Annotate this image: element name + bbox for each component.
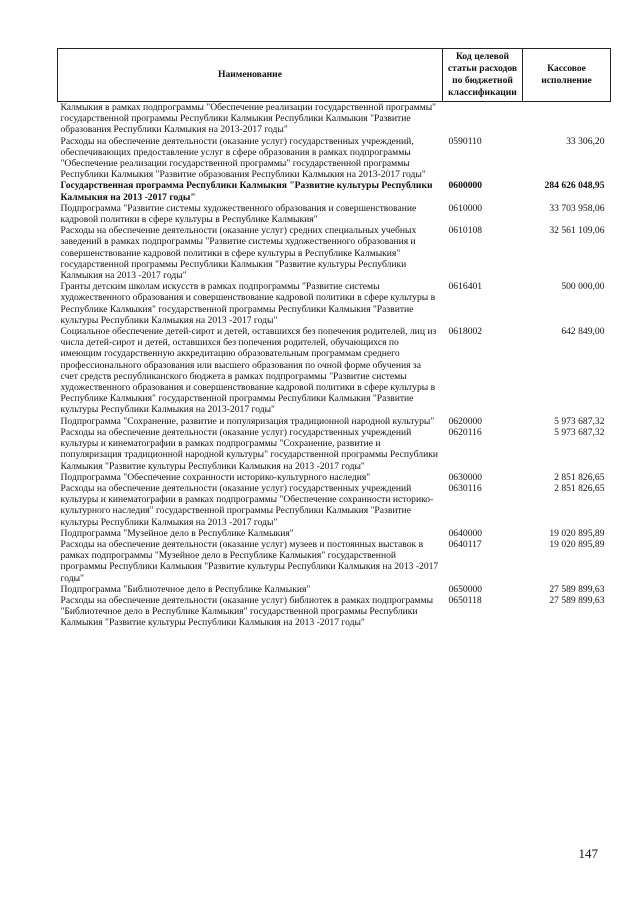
cell-code: 0618002 — [448, 326, 483, 338]
cell-amount: 2 851 826,65 — [554, 471, 605, 483]
table-row — [58, 102, 611, 136]
page-number: 147 — [578, 846, 598, 861]
cell-code: 0650000 — [448, 583, 483, 595]
table-row — [58, 180, 611, 202]
cell-amount: 284 626 048,95 — [544, 180, 605, 192]
cell-amount: 2 851 826,65 — [554, 482, 605, 494]
cell-code: 0600000 — [448, 180, 483, 192]
cell-code: 0620000 — [448, 415, 483, 427]
cell-code: 0616401 — [448, 281, 483, 293]
cell-name: Подпрограмма "Обеспечение сохранности историко-культурного наследия" — [60, 471, 371, 483]
cell-code: 0630116 — [448, 482, 482, 494]
cell-name: Расходы на обеспечение деятельности (оказание услуг) государственных учреждений культуры и кинематографии в рамках подпрограммы "Обеспечение сохранности историко-культурного наследия" государственной программы Республики Калмыкия "Развитие культуры Республики Калмыкия на 2013 -2017 годы" — [60, 482, 434, 528]
cell-code: 0590110 — [448, 135, 482, 147]
cell-code — [443, 102, 523, 136]
cell-name: Подпрограмма "Библиотечное дело в Республике Калмыкия" — [60, 583, 311, 595]
table-row — [58, 584, 611, 595]
table-row — [58, 539, 611, 584]
cell-code: 0620116 — [448, 426, 482, 438]
cell-name: Расходы на обеспечение деятельности (оказание услуг) государственных учреждений культуры и кинематографии в рамках подпрограммы "Сохранение, развитие и популяризация традиционной народной культуры" государственной программы Республики Калмыкия "Развитие культуры Республики Калмыкия на 2013 -2017 годы" — [60, 426, 439, 472]
table-row — [58, 326, 611, 416]
table-row — [58, 427, 611, 472]
table-row — [58, 595, 611, 629]
column-header-code: Код целевой статьи расходов по бюджетной классификации — [443, 49, 523, 102]
cell-amount: 32 561 109,06 — [549, 225, 605, 237]
table-row — [58, 416, 611, 427]
cell-name: Расходы на обеспечение деятельности (оказание услуг) библиотек в рамках подпрограммы "Библиотечное дело в Республике Калмыкия" государственной программы Республики Калмыкия "Развитие культуры Республики Калмыкия на 2013 -2017 годы" — [60, 594, 434, 629]
cell-amount: 5 973 687,32 — [554, 415, 605, 427]
cell-code: 0640000 — [448, 527, 483, 539]
table-header — [58, 49, 611, 102]
cell-amount — [523, 102, 611, 136]
table-row — [58, 203, 611, 225]
cell-code: 0610108 — [448, 225, 483, 237]
header-row — [58, 49, 611, 102]
cell-name: Калмыкия в рамках подпрограммы "Обеспечение реализации государственной программы" государственной программы Республики Калмыкия Республики Калмыкия "Развитие образования Республики Калмыкия на 2013-2017 годы" — [60, 102, 437, 136]
budget-table — [57, 48, 611, 629]
cell-name: Расходы на обеспечение деятельности (оказание услуг) музеев и постоянных выставок в рамках подпрограммы "Музейное дело в Республике Калмыкия" государственной программы Республики Калмыкия "Развитие культуры Республики Калмыкия на 2013 -2017 годы" — [60, 538, 439, 584]
cell-amount: 500 000,00 — [561, 281, 605, 293]
cell-name: Расходы на обеспечение деятельности (оказание услуг) средних специальных учебных заведений в рамках подпрограммы "Развитие системы художественного образования и совершенствование кадровой политики в сфере культуры в Республике Калмыкия" государственной программы Республики Калмыкия "Развитие культуры Республики Калмыкия на 2013 -2017 годы" — [60, 225, 417, 282]
cell-amount: 27 589 899,63 — [549, 583, 605, 595]
cell-code: 0630000 — [448, 471, 483, 483]
cell-name: Расходы на обеспечение деятельности (оказание услуг) государственных учреждений, обеспечивающих предоставление услуг в сфере образования в рамках подпрограммы "Обеспечение реализации государственной программы" государственной программы Республики Калмыкия "Развитие образования Республики Калмыкия на 2013-2017 годы" — [60, 135, 426, 181]
cell-name: Подпрограмма "Сохранение, развитие и популяризация традиционной народной культуры" — [60, 415, 435, 427]
cell-name: Гранты детским школам искусств в рамках подпрограммы "Развитие системы художественного образования и совершенствование кадровой политики в сфере культуры в Республике Калмыкия" государственной программы Республики Калмыкия "Развитие культуры Республики Калмыкия на 2013 -2017 годы" — [60, 281, 436, 326]
cell-amount: 27 589 899,63 — [549, 594, 605, 606]
cell-amount: 5 973 687,32 — [554, 426, 605, 438]
cell-code: 0640117 — [448, 538, 482, 550]
table-row — [58, 136, 611, 181]
cell-name: Подпрограмма "Музейное дело в Республике Калмыкия" — [60, 527, 294, 539]
cell-name: Государственная программа Республики Калмыкия "Развитие культуры Республики Калмыкия на 2013 -2017 годы" — [60, 180, 433, 203]
cell-amount: 33 703 958,06 — [549, 202, 605, 214]
cell-code: 0650118 — [448, 594, 482, 606]
cell-amount: 19 020 895,89 — [549, 538, 605, 550]
cell-name: Социальное обеспечение детей-сирот и детей, оставшихся без попечения родителей, лиц из числа детей-сирот и детей, оставшихся без попечения родителей, обучающихся по имеющим государственную аккредитацию образовательным программам среднего профессионального образования или высшего образования по очной форме обучения за счет средств республиканского бюджета в рамках подпрограммы "Развитие системы художественного образования и совершенствование кадровой политики в сфере культуры в Республике Калмыкия" государственной программы Республики Калмыкия "Развитие культуры Республики Калмыкия на 2013-2017 годы" — [60, 326, 437, 416]
cell-name: Подпрограмма "Развитие системы художественного образования и совершенствование кадровой политики в сфере культуры в Республике Калмыкия" — [60, 202, 417, 226]
cell-amount: 19 020 895,89 — [549, 527, 605, 539]
cell-amount: 642 849,00 — [561, 326, 605, 338]
column-header-name: Наименование — [58, 49, 443, 102]
table-row — [58, 281, 611, 326]
table-body — [58, 102, 611, 629]
table-row — [58, 528, 611, 539]
table-row — [58, 472, 611, 483]
table-row — [58, 483, 611, 528]
cell-amount: 33 306,20 — [566, 135, 605, 147]
column-header-amount: Кассовое исполнение — [523, 49, 611, 102]
table-row — [58, 225, 611, 281]
cell-code: 0610000 — [448, 202, 483, 214]
